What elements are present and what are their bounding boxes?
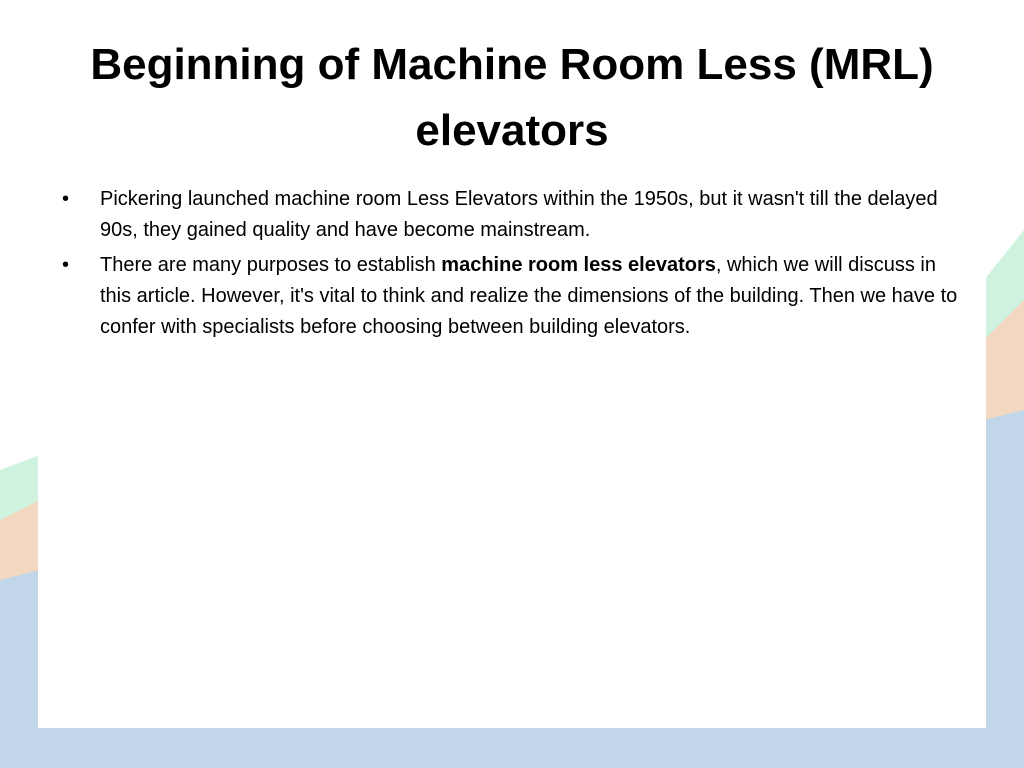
bullet-text-start: There are many purposes to establish — [100, 254, 442, 276]
bullet-text-bold: machine room less elevators — [441, 254, 716, 276]
bottom-band — [0, 726, 1024, 768]
bullet-text-end: , which we will discuss in this article. However, it's vital to think and realize the dimensions of the building. Then we have to confer with specialists before choosing between building elevators. — [100, 254, 958, 338]
bullet-marker: • — [62, 254, 70, 276]
bullet-item — [56, 250, 966, 343]
bullet-marker: • — [62, 188, 70, 210]
bullet-item — [56, 184, 966, 246]
bullet-text: Pickering launched machine room Less Elevators within the 1950s, but it wasn't till the delayed 90s, they gained quality and have become mainstream. — [100, 188, 938, 241]
slide-title: Beginning of Machine Room Less (MRL) elevators — [90, 40, 934, 155]
right-wave-blue — [984, 410, 1024, 768]
bullet-list — [56, 184, 966, 347]
